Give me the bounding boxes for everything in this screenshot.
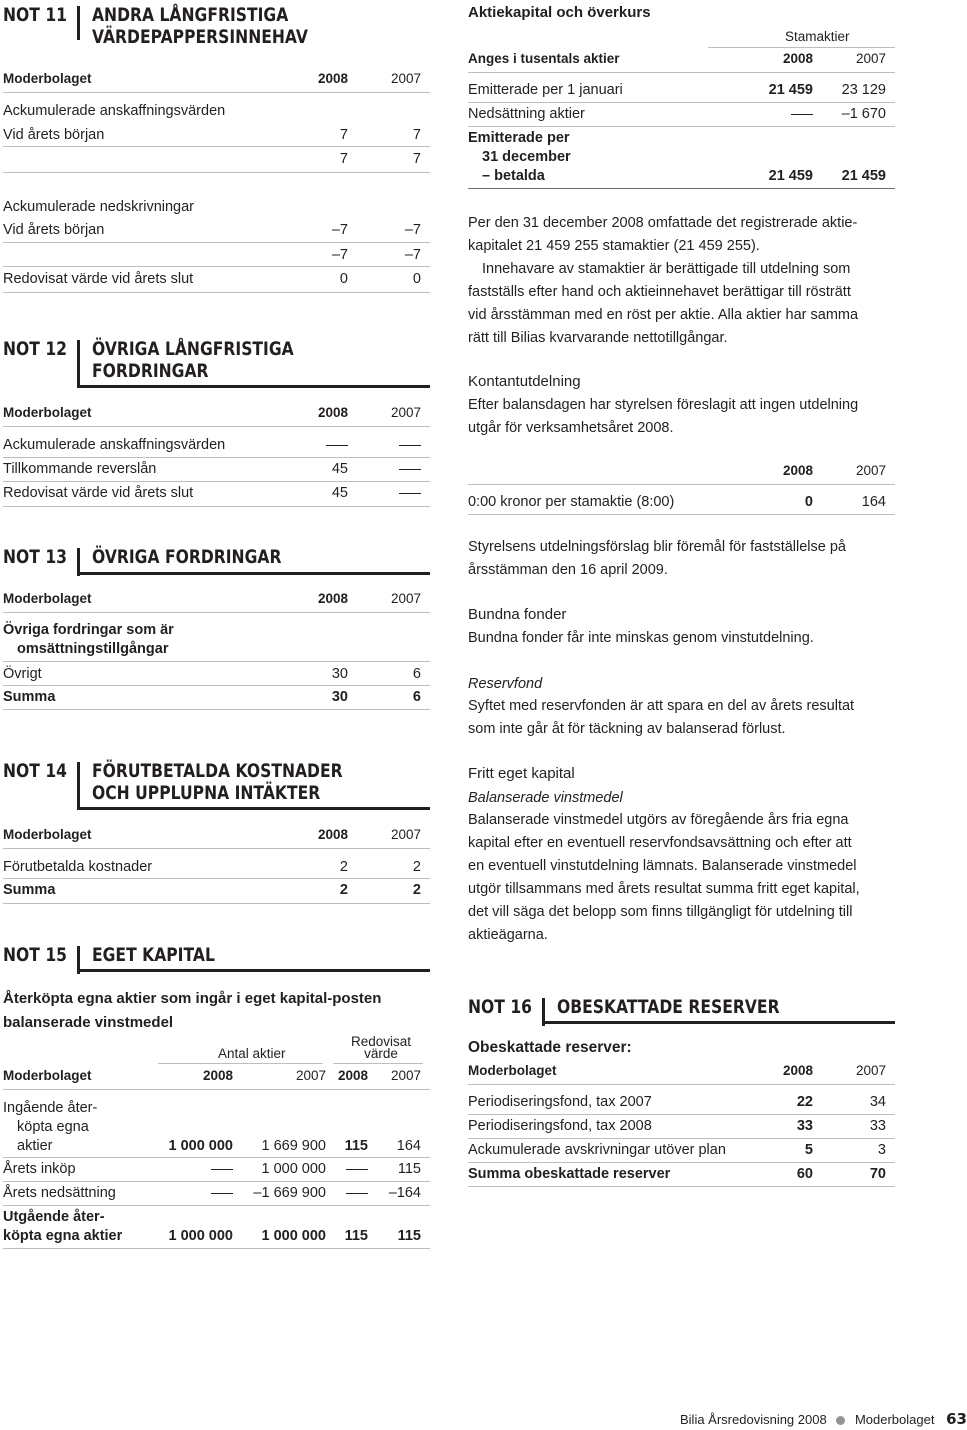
- note-number: NOT 14: [3, 760, 68, 782]
- table-header: Moderbolaget 2008 2007: [3, 71, 421, 86]
- table-row: Redovisat värde vid årets slut 45: [3, 483, 430, 503]
- table-header: Moderbolaget 2008 2007: [3, 827, 421, 842]
- table-header: Moderbolaget 2008 2007: [468, 1063, 886, 1078]
- table-header: Moderbolaget 2008 2007 2008 2007: [3, 1068, 421, 1083]
- note-11-header: [3, 4, 430, 64]
- table-row: Emitterade per: [468, 130, 570, 146]
- section-heading: Obeskattade reserver:: [468, 1039, 632, 1056]
- table-row: Vid årets början –7 –7: [3, 222, 421, 238]
- table-row: Periodiseringsfond, tax 2007 22 34: [468, 1094, 886, 1110]
- group-header: Redovisat: [350, 1034, 412, 1049]
- note-divider: [77, 762, 80, 810]
- note-title: ÖVRIGA LÅNGFRISTIGA FORDRINGAR: [92, 338, 294, 382]
- paragraph: Syftet med reservfonden är att spara en del av årets resultat som inte går åt för täckning av balanserad förlust.: [468, 698, 855, 737]
- table-row: Ackumulerade avskrivningar utöver plan 5 3: [468, 1142, 886, 1158]
- note-number: NOT 13: [3, 546, 68, 568]
- table-row: omsättningstillgångar: [17, 641, 169, 657]
- section-heading: Kontantutdelning: [468, 373, 581, 390]
- table-header: Anges i tusentals aktier 2008 2007: [468, 51, 886, 66]
- table-row: Periodiseringsfond, tax 2008 33 33: [468, 1118, 886, 1134]
- subheading: Reservfond: [468, 676, 543, 692]
- section-heading: Aktiekapital och överkurs: [468, 4, 651, 21]
- note-number: NOT 15: [3, 944, 68, 966]
- note-divider: [77, 6, 80, 40]
- note-title: ANDRA LÅNGFRISTIGA VÄRDEPAPPERSINNEHAV: [92, 4, 308, 48]
- bullet-icon: [836, 1416, 845, 1425]
- table-row: köpta egna: [17, 1119, 89, 1135]
- group-header: Stamaktier: [785, 29, 850, 44]
- note-title: ÖVRIGA FORDRINGAR: [92, 546, 282, 568]
- table-row: Övrigt 30 6: [3, 666, 421, 682]
- paragraph: Balanserade vinstmedel utgörs av föregående års fria egna kapital efter en eventuell reservfondsavsättning och efter att en eventuell vinstutdelning lämnats. Balanserade vinstmedel utgör tillsammans med årets resultat summa fritt eget kapital, det vill säga det belopp som finns tillgängligt för utdelning till aktieägarna.: [468, 812, 860, 943]
- table-row: köpta egna aktier 1 000 000 1 000 000 115 115: [3, 1228, 421, 1244]
- table-row: Ingående åter-: [3, 1100, 98, 1116]
- subheading: Balanserade vinstmedel: [468, 790, 623, 806]
- footer-publication: Bilia Årsredovisning 2008: [680, 1412, 827, 1427]
- table-row: Summa 2 2: [3, 882, 421, 898]
- note-title: OBESKATTADE RESERVER: [557, 996, 780, 1018]
- table-row: Ackumulerade anskaffningsvärden: [3, 435, 430, 455]
- group-header: Antal aktier värde: [218, 1046, 398, 1061]
- table-row: 0:00 kronor per stamaktie (8:00) 0 164: [468, 494, 886, 510]
- table-header: Moderbolaget 2008 2007: [3, 405, 421, 420]
- note-number: NOT 12: [3, 338, 68, 360]
- table-row: Ackumulerade nedskrivningar: [3, 199, 195, 215]
- section-heading: Bundna fonder: [468, 606, 567, 623]
- note-title: EGET KAPITAL: [92, 944, 215, 966]
- page-footer: [680, 1410, 967, 1428]
- table-row: Summa obeskattade reserver 60 70: [468, 1166, 886, 1182]
- table-row: Vid årets början 7 7: [3, 127, 421, 143]
- table-row: Årets nedsättning –1 669 900 –164: [3, 1185, 421, 1201]
- table-row: aktier 1 000 000 1 669 900 115 164: [17, 1138, 421, 1154]
- note-divider: [77, 340, 80, 388]
- table-header: Moderbolaget 2008 2007: [3, 591, 421, 606]
- page-number: 63: [946, 1410, 967, 1428]
- note-number: NOT 11: [3, 4, 68, 26]
- table-row: Tillkommande reverslån 45: [3, 459, 430, 479]
- note-number: NOT 16: [468, 996, 533, 1018]
- table-row: Ackumulerade anskaffningsvärden: [3, 103, 226, 119]
- table-header: 2008 2007: [782, 463, 886, 478]
- table-row: Årets inköp 1 000 000 115: [3, 1161, 421, 1177]
- table-row: 7 7: [339, 151, 421, 167]
- section-heading: balanserade vinstmedel: [3, 1014, 174, 1031]
- paragraph: Efter balansdagen har styrelsen föreslagit att ingen utdelning utgår för verksamhetsåret 2008.: [468, 397, 859, 436]
- table-row: Emitterade per 1 januari 21 459 23 129: [468, 82, 886, 98]
- section-heading: Återköpta egna aktier som ingår i eget kapital-posten: [3, 990, 382, 1007]
- table-row: Summa 30 6: [3, 689, 421, 705]
- paragraph: Bundna fonder får inte minskas genom vinstutdelning.: [468, 630, 814, 646]
- table-row: – betalda 21 459 21 459: [482, 168, 886, 184]
- table-row: Redovisat värde vid årets slut 0 0: [3, 271, 421, 287]
- table-row: Nedsättning aktier –1 670: [468, 106, 886, 122]
- table-row: Övriga fordringar som är: [3, 622, 174, 638]
- table-row: 31 december: [482, 149, 571, 165]
- section-heading: Fritt eget kapital: [468, 765, 575, 782]
- paragraph: Per den 31 december 2008 omfattade det registrerade aktie- kapitalet 21 459 255 stamaktier (21 459 255). Innehavare av stamaktier är berättigade till utdelning som fastställs efter hand och aktieinnehavet berättigar till rösträtt vid årsstämman med en röst per aktie. Alla aktier har samma rätt till Bilias kvarvarande nettotillgångar.: [468, 215, 859, 346]
- note-title: FÖRUTBETALDA KOSTNADER OCH UPPLUPNA INTÄKTER: [92, 760, 343, 804]
- footer-section: Moderbolaget: [854, 1412, 935, 1427]
- paragraph: Styrelsens utdelningsförslag blir föremål för fastställelse på årsstämman den 16 april 2009.: [468, 539, 846, 578]
- table-row: Utgående åter-: [3, 1209, 105, 1225]
- table-row: Förutbetalda kostnader 2 2: [3, 859, 421, 875]
- table-row: –7 –7: [331, 247, 421, 263]
